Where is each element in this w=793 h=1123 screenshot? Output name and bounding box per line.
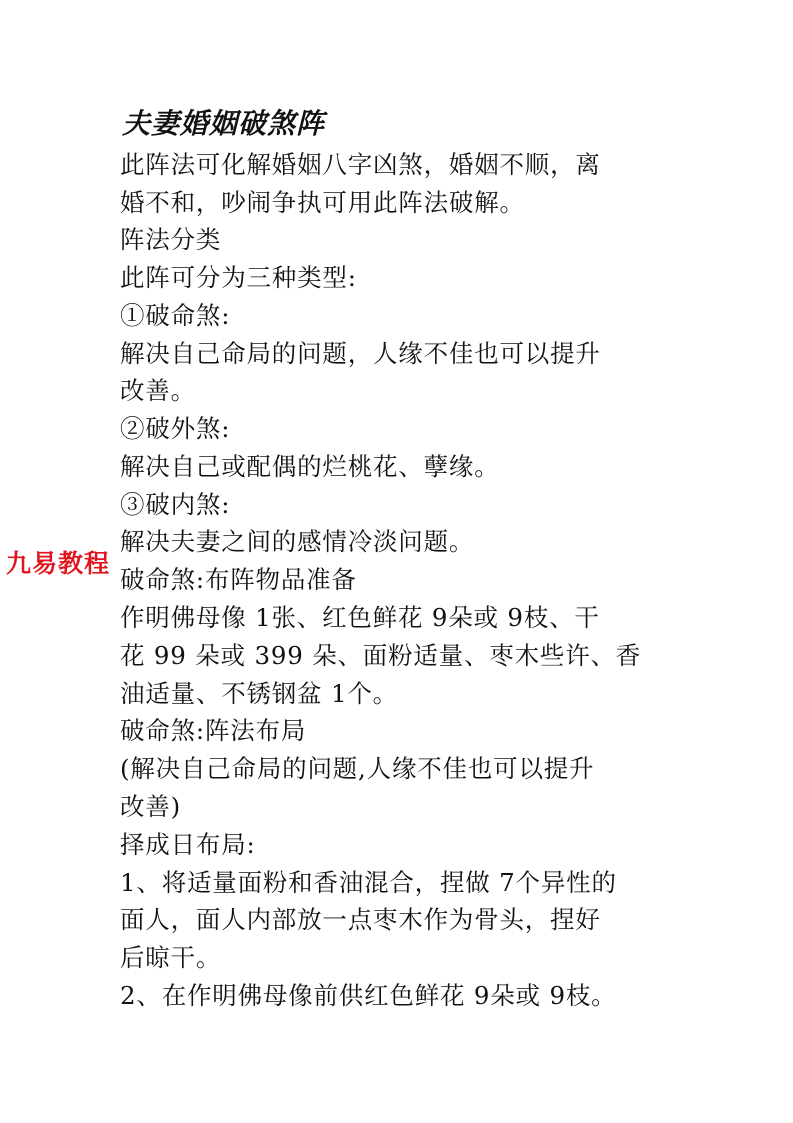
text-line: 后晾干。 xyxy=(120,943,222,972)
document-title: 夫妻婚姻破煞阵 xyxy=(122,107,326,140)
list-item-heading: ②破外煞: xyxy=(120,414,231,443)
list-item-heading: ③破内煞: xyxy=(120,490,231,519)
text-line: 择成日布局: xyxy=(120,830,256,859)
text-line: 花 99 朵或 399 朵、面粉适量、枣木些许、香 xyxy=(120,641,642,670)
text-line: 此阵法可化解婚姻八字凶煞，婚姻不顺，离 xyxy=(120,150,601,179)
text-line: 婚不和，吵闹争执可用此阵法破解。 xyxy=(120,188,525,217)
section-heading: 破命煞:阵法布局 xyxy=(120,716,307,745)
text-line: 面人，面人内部放一点枣木作为骨头，捏好 xyxy=(120,905,601,934)
section-heading: 阵法分类 xyxy=(120,225,222,254)
text-line: 油适量、不锈钢盆 1个。 xyxy=(120,679,398,708)
text-line: 解决夫妻之间的感情冷淡问题。 xyxy=(120,527,475,556)
text-line: 2、在作明佛母像前供红色鲜花 9朵或 9枝。 xyxy=(120,981,617,1010)
watermark-text: 九易教程 xyxy=(6,549,111,578)
text-line: 解决自己或配偶的烂桃花、孽缘。 xyxy=(120,452,500,481)
text-line: 1、将适量面粉和香油混合，捏做 7个异性的 xyxy=(120,868,617,897)
text-line: 解决自己命局的问题，人缘不佳也可以提升 xyxy=(120,339,601,368)
text-line: 作明佛母像 1张、红色鲜花 9朵或 9枝、干 xyxy=(120,603,600,632)
list-item-heading: ①破命煞: xyxy=(120,301,231,330)
text-line: 改善) xyxy=(120,792,181,821)
text-line: 改善。 xyxy=(120,376,196,405)
section-heading: 破命煞:布阵物品准备 xyxy=(120,565,357,594)
text-line: 此阵可分为三种类型: xyxy=(120,263,357,292)
text-line: (解决自己命局的问题,人缘不佳也可以提升 xyxy=(120,754,595,783)
